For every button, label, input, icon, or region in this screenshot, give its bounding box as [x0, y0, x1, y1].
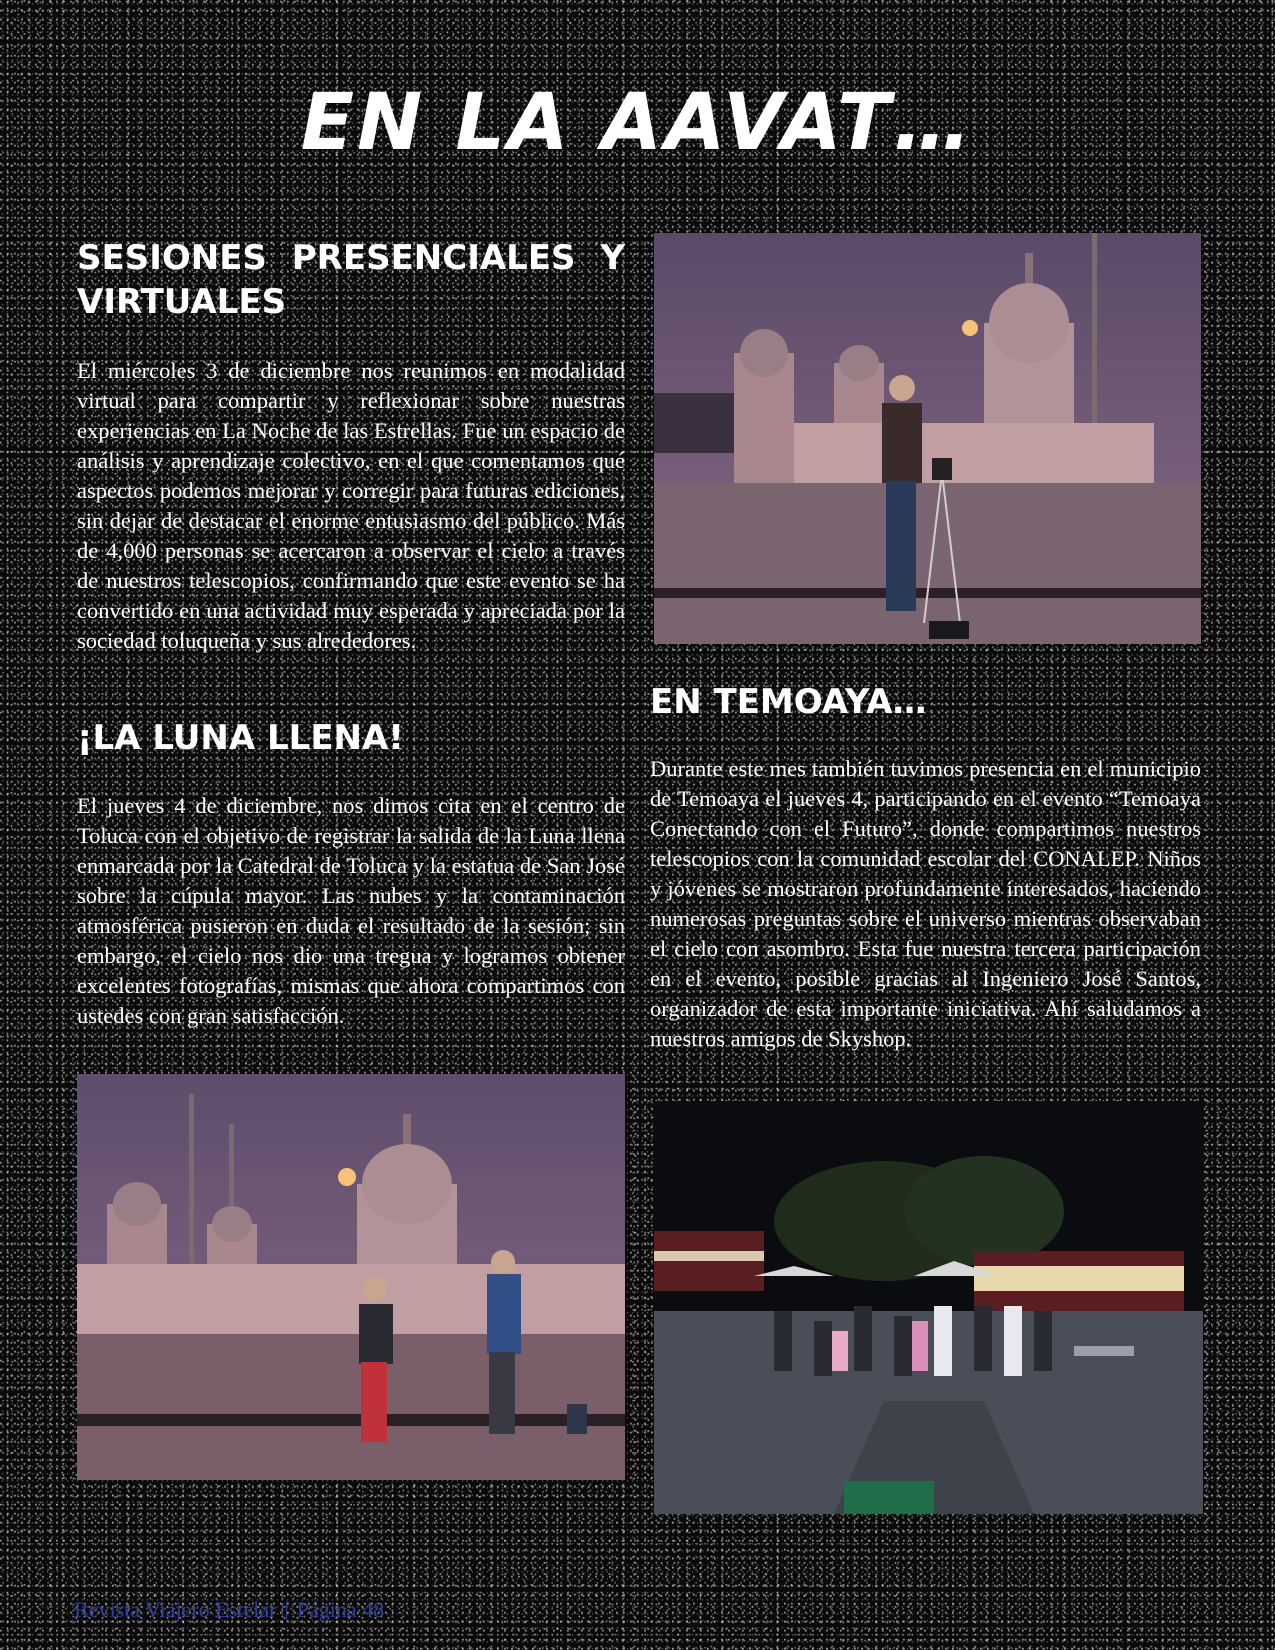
paragraph-full-moon: El jueves 4 de diciembre, nos dimos cita en el centro de Toluca con el objetivo de registrar la salida de la Luna llena enmarcada por la Catedral de Toluca y la estatua de San José sobre la cúpula mayor. Las nubes y la contaminación atmosférica pusieron en duda el resultado de la sesión; sin embargo, el cielo nos dio una tregua y logramos obtener excelentes fotografías, mismas que ahora compartimos con ustedes con gran satisfacción.: [77, 793, 625, 1028]
heading-sessions: SESIONES PRESENCIALES Y VIRTUALES: [77, 238, 625, 322]
heading-temoaya: EN TEMOAYA…: [650, 682, 927, 722]
paragraph-temoaya: Durante este mes también tuvimos presencia en el municipio de Temoaya el jueves 4, participando en el evento “Temoaya Conectando con el Futuro”, donde compartimos nuestros telescopios con la comunidad escolar del CONALEP. Niños y jóvenes se mostraron profundamente interesados, haciendo numerosas preguntas sobre el universo mientras observaban el cielo con asombro. Esta fue nuestra tercera participación en el evento, posible gracias al Ingeniero José Santos, organizador de esta importante iniciativa. Ahí saludamos a nuestros amigos de Skyshop.: [650, 756, 1201, 1051]
heading-full-moon: ¡LA LUNA LLENA!: [77, 718, 404, 758]
paragraph-sessions: El miércoles 3 de diciembre nos reunimos en modalidad virtual para compartir y reflexionar sobre nuestras experiencias en La Noche de las Estrellas. Fue un espacio de análisis y aprendizaje colectivo, en el que comentamos qué aspectos podemos mejorar y corregir para futuras ediciones, sin dejar de destacar el enorme entusiasmo del público. Más de 4,000 personas se acercaron a observar el cielo a través de nuestros telescopios, confirmando que este evento se ha convertido en una actividad muy esperada y apreciada por la sociedad toluqueña y sus alrededores.: [77, 358, 625, 653]
footer-separator: |: [284, 1597, 289, 1622]
magazine-name: Revista Viajero Estelar: [74, 1597, 277, 1622]
photo-cathedral-telescope: [654, 233, 1201, 644]
page-footer: [74, 1597, 384, 1623]
photo-temoaya-group: [654, 1101, 1203, 1514]
page-number: Página 48: [296, 1597, 385, 1622]
page-title: EN LA AAVAT…: [300, 78, 975, 168]
photo-cathedral-moon-observers: [77, 1074, 625, 1480]
